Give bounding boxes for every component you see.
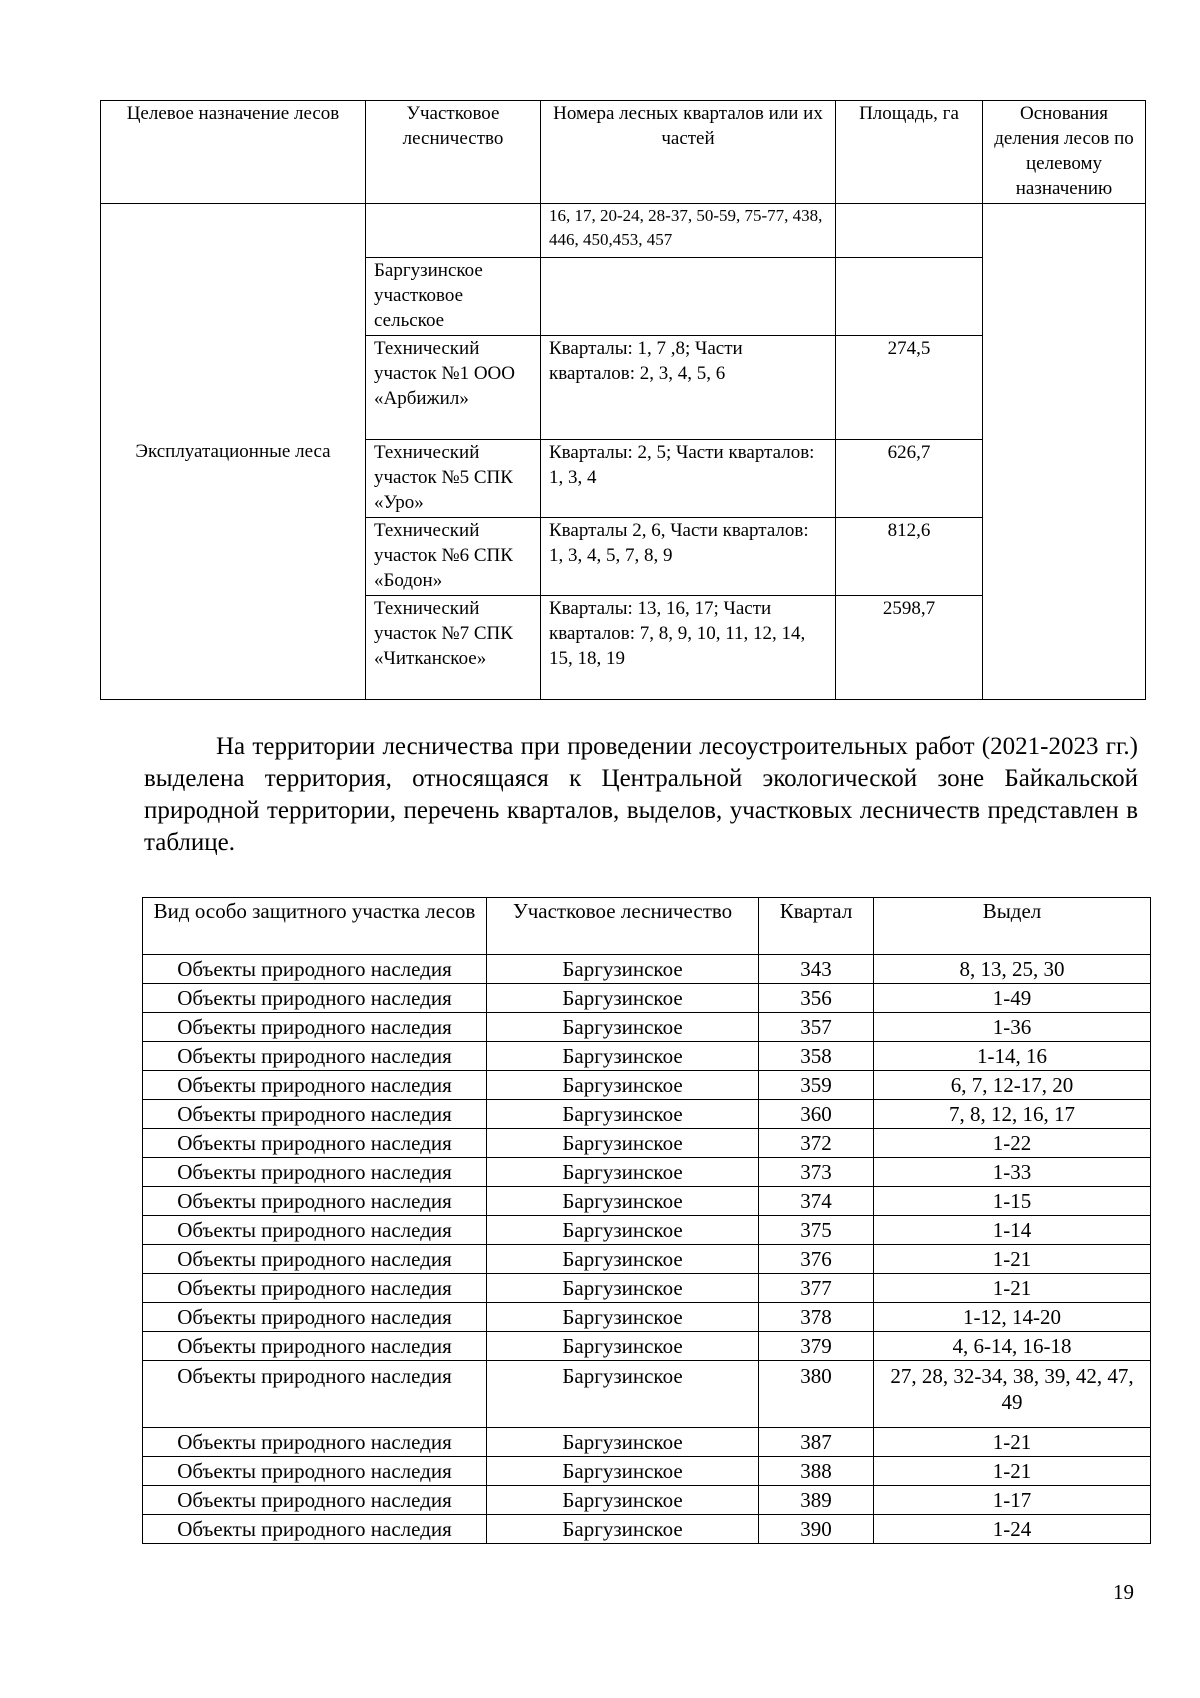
forest-purpose-table <box>100 100 1146 700</box>
subcompartment-cell: 1-21 <box>874 1274 1151 1303</box>
forestry-cell: Баргузинское <box>487 955 759 984</box>
area-cell <box>836 204 983 258</box>
forestry-cell: Технический участок №1 ООО «Арбижил» <box>366 336 541 440</box>
forestry-cell: Баргузинское <box>487 1100 759 1129</box>
quarters-cell: 16, 17, 20-24, 28-37, 50-59, 75-77, 438, 446, 450,453, 457 <box>541 204 836 258</box>
quarters-cell <box>541 258 836 336</box>
area-type-cell: Объекты природного наследия <box>143 1042 487 1071</box>
area-type-cell: Объекты природного наследия <box>143 1013 487 1042</box>
table-row <box>143 1042 1151 1071</box>
subcompartment-cell: 1-12, 14-20 <box>874 1303 1151 1332</box>
quarters-cell: Кварталы: 1, 7 ,8; Части кварталов: 2, 3, 4, 5, 6 <box>541 336 836 440</box>
table-body <box>143 955 1151 1544</box>
quarter-cell: 357 <box>759 1013 874 1042</box>
table-row <box>143 1187 1151 1216</box>
table-row <box>143 1216 1151 1245</box>
quarter-cell: 390 <box>759 1515 874 1544</box>
forestry-cell: Баргузинское <box>487 1042 759 1071</box>
subcompartment-cell: 1-22 <box>874 1129 1151 1158</box>
table-row <box>101 204 1146 258</box>
subcompartment-cell: 6, 7, 12-17, 20 <box>874 1071 1151 1100</box>
subcompartment-cell: 1-24 <box>874 1515 1151 1544</box>
area-type-cell: Объекты природного наследия <box>143 1274 487 1303</box>
subcompartment-cell: 1-21 <box>874 1457 1151 1486</box>
area-type-cell: Объекты природного наследия <box>143 1515 487 1544</box>
quarter-cell: 375 <box>759 1216 874 1245</box>
forestry-cell: Баргузинское участковое сельское <box>366 258 541 336</box>
quarter-cell: 378 <box>759 1303 874 1332</box>
subcompartment-cell: 8, 13, 25, 30 <box>874 955 1151 984</box>
table-header-row <box>101 101 1146 204</box>
header-basis: Основания деления лесов по целевому назначению <box>983 101 1146 204</box>
area-type-cell: Объекты природного наследия <box>143 1158 487 1187</box>
forestry-cell: Баргузинское <box>487 1274 759 1303</box>
purpose-cell: Эксплуатационные леса <box>101 204 366 700</box>
area-cell: 626,7 <box>836 440 983 518</box>
quarter-cell: 374 <box>759 1187 874 1216</box>
header-quarter: Квартал <box>759 898 874 955</box>
header-subcompartment: Выдел <box>874 898 1151 955</box>
table-row <box>143 1428 1151 1457</box>
quarter-cell: 356 <box>759 984 874 1013</box>
table-row <box>143 1361 1151 1428</box>
subcompartment-cell: 1-33 <box>874 1158 1151 1187</box>
forestry-cell: Баргузинское <box>487 1245 759 1274</box>
header-area-type: Вид особо защитного участка лесов <box>143 898 487 955</box>
table-row <box>143 1013 1151 1042</box>
forestry-cell: Баргузинское <box>487 1216 759 1245</box>
table-row <box>143 1158 1151 1187</box>
quarter-cell: 343 <box>759 955 874 984</box>
table-row <box>143 1274 1151 1303</box>
forestry-cell: Баргузинское <box>487 1361 759 1428</box>
subcompartment-cell: 4, 6-14, 16-18 <box>874 1332 1151 1361</box>
subcompartment-cell: 1-36 <box>874 1013 1151 1042</box>
protected-areas-table <box>142 897 1151 1544</box>
area-type-cell: Объекты природного наследия <box>143 955 487 984</box>
quarters-cell: Кварталы 2, 6, Части кварталов: 1, 3, 4, 5, 7, 8, 9 <box>541 518 836 596</box>
subcompartment-cell: 1-21 <box>874 1245 1151 1274</box>
forestry-cell: Баргузинское <box>487 1332 759 1361</box>
table-row <box>143 1457 1151 1486</box>
table-row <box>143 1486 1151 1515</box>
subcompartment-cell: 27, 28, 32-34, 38, 39, 42, 47, 49 <box>874 1361 1151 1428</box>
forestry-cell: Баргузинское <box>487 1071 759 1100</box>
area-cell: 274,5 <box>836 336 983 440</box>
quarter-cell: 387 <box>759 1428 874 1457</box>
area-type-cell: Объекты природного наследия <box>143 1361 487 1428</box>
area-cell: 2598,7 <box>836 596 983 700</box>
quarter-cell: 358 <box>759 1042 874 1071</box>
subcompartment-cell: 1-21 <box>874 1428 1151 1457</box>
forestry-cell: Баргузинское <box>487 1129 759 1158</box>
quarters-cell: Кварталы: 2, 5; Части кварталов: 1, 3, 4 <box>541 440 836 518</box>
area-cell <box>836 258 983 336</box>
header-forestry: Участковое лесничество <box>366 101 541 204</box>
body-paragraph <box>144 731 1138 859</box>
forestry-cell: Технический участок №6 СПК «Бодон» <box>366 518 541 596</box>
quarter-cell: 377 <box>759 1274 874 1303</box>
area-type-cell: Объекты природного наследия <box>143 1187 487 1216</box>
subcompartment-cell: 1-15 <box>874 1187 1151 1216</box>
quarter-cell: 380 <box>759 1361 874 1428</box>
forestry-cell: Технический участок №7 СПК «Читканское» <box>366 596 541 700</box>
forestry-cell: Баргузинское <box>487 1428 759 1457</box>
quarter-cell: 389 <box>759 1486 874 1515</box>
subcompartment-cell: 1-14 <box>874 1216 1151 1245</box>
quarter-cell: 373 <box>759 1158 874 1187</box>
area-type-cell: Объекты природного наследия <box>143 1071 487 1100</box>
quarter-cell: 388 <box>759 1457 874 1486</box>
forestry-cell: Баргузинское <box>487 1013 759 1042</box>
forestry-cell: Баргузинское <box>487 1457 759 1486</box>
area-type-cell: Объекты природного наследия <box>143 1428 487 1457</box>
table-row <box>143 1332 1151 1361</box>
quarter-cell: 359 <box>759 1071 874 1100</box>
area-type-cell: Объекты природного наследия <box>143 1245 487 1274</box>
subcompartment-cell: 1-17 <box>874 1486 1151 1515</box>
area-type-cell: Объекты природного наследия <box>143 1216 487 1245</box>
header-forestry: Участковое лесничество <box>487 898 759 955</box>
area-type-cell: Объекты природного наследия <box>143 1332 487 1361</box>
forestry-cell: Баргузинское <box>487 1486 759 1515</box>
quarter-cell: 379 <box>759 1332 874 1361</box>
area-type-cell: Объекты природного наследия <box>143 1129 487 1158</box>
table-row <box>143 955 1151 984</box>
forestry-cell: Баргузинское <box>487 984 759 1013</box>
table-row <box>143 1100 1151 1129</box>
forestry-cell: Баргузинское <box>487 1187 759 1216</box>
header-purpose: Целевое назначение лесов <box>101 101 366 204</box>
area-type-cell: Объекты природного наследия <box>143 1457 487 1486</box>
header-quarters: Номера лесных кварталов или их частей <box>541 101 836 204</box>
area-type-cell: Объекты природного наследия <box>143 1100 487 1129</box>
forestry-cell: Технический участок №5 СПК «Уро» <box>366 440 541 518</box>
forestry-cell: Баргузинское <box>487 1303 759 1332</box>
page-number: 19 <box>1113 1580 1134 1604</box>
paragraph-text: На территории лесничества при проведении лесоустроительных работ (2021-2023 гг.) выделена территория, относящаяся к Центральной экологической зоне Байкальской природной территории, перечень кварталов, выделов, участковых лесничеств представлен в таблице. <box>144 733 1138 856</box>
table-row <box>143 1071 1151 1100</box>
table-row <box>143 1303 1151 1332</box>
forestry-cell: Баргузинское <box>487 1158 759 1187</box>
area-cell: 812,6 <box>836 518 983 596</box>
area-type-cell: Объекты природного наследия <box>143 984 487 1013</box>
forestry-cell: Баргузинское <box>487 1515 759 1544</box>
subcompartment-cell: 1-14, 16 <box>874 1042 1151 1071</box>
table-row <box>143 984 1151 1013</box>
table-row <box>143 1129 1151 1158</box>
header-area: Площадь, га <box>836 101 983 204</box>
subcompartment-cell: 1-49 <box>874 984 1151 1013</box>
table-row <box>143 1245 1151 1274</box>
table-row <box>143 1515 1151 1544</box>
quarters-cell: Кварталы: 13, 16, 17; Части кварталов: 7, 8, 9, 10, 11, 12, 14, 15, 18, 19 <box>541 596 836 700</box>
basis-cell <box>983 204 1146 700</box>
area-type-cell: Объекты природного наследия <box>143 1303 487 1332</box>
subcompartment-cell: 7, 8, 12, 16, 17 <box>874 1100 1151 1129</box>
forestry-cell <box>366 204 541 258</box>
area-type-cell: Объекты природного наследия <box>143 1486 487 1515</box>
quarter-cell: 360 <box>759 1100 874 1129</box>
table-header-row <box>143 898 1151 955</box>
quarter-cell: 372 <box>759 1129 874 1158</box>
quarter-cell: 376 <box>759 1245 874 1274</box>
